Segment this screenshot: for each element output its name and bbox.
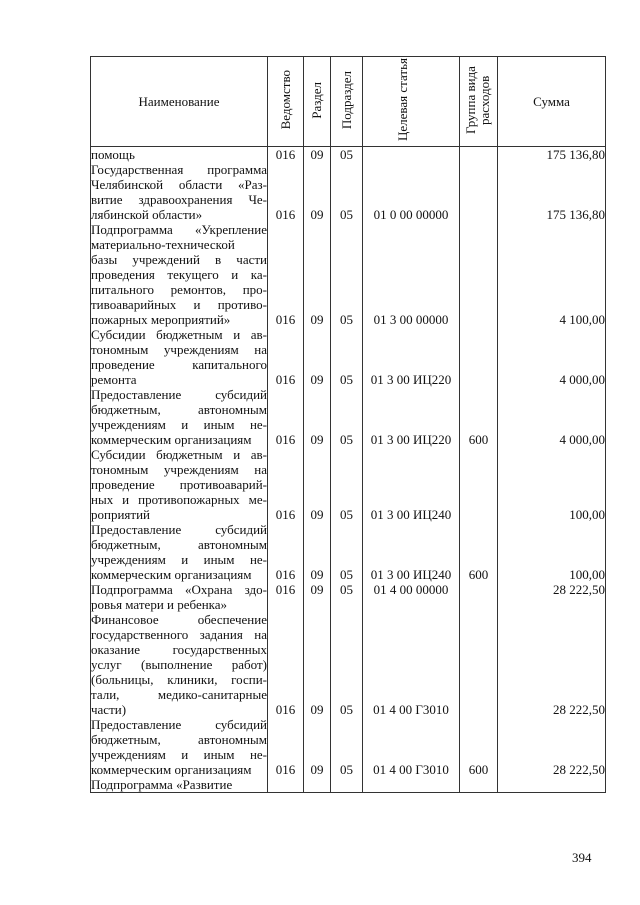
cell-celevaya-statya: 01 0 00 00000 — [363, 162, 460, 222]
row-name-line: коммерческим организациям — [91, 432, 252, 447]
cell-podrazdel: 05 — [331, 162, 363, 222]
table-row — [91, 447, 606, 522]
cell-celevaya-statya — [363, 777, 460, 793]
table-row — [91, 327, 606, 387]
row-name-line: (больницы, клиники, госпи- — [91, 672, 267, 687]
cell-razdel: 09 — [304, 612, 331, 717]
row-name-line: коммерческим организациям — [91, 567, 252, 582]
cell-gruppa-vida-rashodov — [460, 327, 498, 387]
row-name-line: ремонта — [91, 372, 137, 387]
cell-summa: 28 222,50 — [498, 612, 606, 717]
row-name — [91, 387, 268, 447]
row-name-line: лябинской области» — [91, 207, 203, 222]
row-name — [91, 447, 268, 522]
cell-razdel — [304, 777, 331, 793]
cell-celevaya-statya: 01 3 00 00000 — [363, 222, 460, 327]
row-name — [91, 522, 268, 582]
header-row — [91, 57, 606, 147]
cell-razdel: 09 — [304, 162, 331, 222]
cell-gruppa-vida-rashodov — [460, 162, 498, 222]
cell-gruppa-vida-rashodov: 600 — [460, 522, 498, 582]
row-name-line: роприятий — [91, 507, 150, 522]
table-row — [91, 612, 606, 717]
cell-razdel: 09 — [304, 327, 331, 387]
cell-vedomstvo: 016 — [268, 327, 304, 387]
header-gruppa-vida-rashodov: Группа вида расходов — [460, 57, 498, 147]
cell-razdel: 09 — [304, 717, 331, 777]
row-name-line: тономным учреждениям на — [91, 462, 267, 477]
row-name-line: части) — [91, 702, 127, 717]
row-name — [91, 582, 268, 612]
row-name — [91, 777, 268, 793]
cell-gruppa-vida-rashodov — [460, 147, 498, 163]
row-name-line: государственного задания на — [91, 627, 267, 642]
cell-vedomstvo: 016 — [268, 582, 304, 612]
row-name-line: бюджетным, автономным — [91, 537, 267, 552]
cell-razdel: 09 — [304, 222, 331, 327]
table-row — [91, 522, 606, 582]
row-name-line: бюджетным, автономным — [91, 732, 267, 747]
cell-celevaya-statya: 01 3 00 ИЦ220 — [363, 327, 460, 387]
cell-summa: 28 222,50 — [498, 582, 606, 612]
table-row — [91, 717, 606, 777]
cell-gruppa-vida-rashodov: 600 — [460, 387, 498, 447]
row-name — [91, 222, 268, 327]
row-name-line: Подпрограмма «Охрана здо- — [91, 582, 267, 597]
cell-razdel: 09 — [304, 387, 331, 447]
row-name — [91, 327, 268, 387]
row-name — [91, 162, 268, 222]
row-name-line: Предоставление субсидий — [91, 522, 267, 537]
row-name-line: коммерческим организациям — [91, 762, 252, 777]
header-name: Наименование — [91, 57, 268, 147]
cell-summa: 175 136,80 — [498, 147, 606, 163]
cell-vedomstvo: 016 — [268, 162, 304, 222]
row-name-line: проведение капитального — [91, 357, 267, 372]
row-name-line: питального ремонтов, про- — [91, 282, 267, 297]
cell-celevaya-statya: 01 4 00 00000 — [363, 582, 460, 612]
table-row — [91, 222, 606, 327]
header-vedomstvo: Ведомство — [268, 57, 304, 147]
cell-gruppa-vida-rashodov — [460, 222, 498, 327]
row-name-line: базы учреждений в части — [91, 252, 267, 267]
cell-summa: 100,00 — [498, 447, 606, 522]
row-name — [91, 612, 268, 717]
cell-celevaya-statya: 01 3 00 ИЦ240 — [363, 522, 460, 582]
cell-razdel: 09 — [304, 447, 331, 522]
row-name-line: Предоставление субсидий — [91, 387, 267, 402]
cell-gruppa-vida-rashodov — [460, 612, 498, 717]
cell-summa: 4 000,00 — [498, 387, 606, 447]
cell-vedomstvo: 016 — [268, 717, 304, 777]
cell-podrazdel: 05 — [331, 612, 363, 717]
cell-podrazdel: 05 — [331, 447, 363, 522]
cell-summa: 175 136,80 — [498, 162, 606, 222]
row-name-line: бюджетным, автономным — [91, 402, 267, 417]
cell-summa: 4 100,00 — [498, 222, 606, 327]
cell-gruppa-vida-rashodov: 600 — [460, 717, 498, 777]
row-name-line: учреждениям и иным не- — [91, 747, 267, 762]
cell-podrazdel: 05 — [331, 522, 363, 582]
table-row — [91, 162, 606, 222]
row-name-line: Субсидии бюджетным и ав- — [91, 447, 267, 462]
cell-gruppa-vida-rashodov — [460, 777, 498, 793]
cell-podrazdel: 05 — [331, 222, 363, 327]
row-name-line: Челябинской области «Раз- — [91, 177, 267, 192]
cell-celevaya-statya: 01 3 00 ИЦ240 — [363, 447, 460, 522]
row-name — [91, 717, 268, 777]
cell-summa — [498, 777, 606, 793]
header-summa: Сумма — [498, 57, 606, 147]
table-row — [91, 387, 606, 447]
row-name-line: услуг (выполнение работ) — [91, 657, 267, 672]
cell-podrazdel: 05 — [331, 387, 363, 447]
page-number: 394 — [572, 850, 592, 865]
cell-celevaya-statya: 01 4 00 Г3010 — [363, 717, 460, 777]
cell-summa: 28 222,50 — [498, 717, 606, 777]
row-name-line: тономным учреждениям на — [91, 342, 267, 357]
cell-podrazdel — [331, 777, 363, 793]
cell-celevaya-statya: 01 3 00 ИЦ220 — [363, 387, 460, 447]
cell-vedomstvo: 016 — [268, 522, 304, 582]
cell-vedomstvo: 016 — [268, 222, 304, 327]
row-name — [91, 147, 268, 163]
cell-podrazdel: 05 — [331, 717, 363, 777]
row-name-line: витие здравоохранения Че- — [91, 192, 267, 207]
table-row — [91, 147, 606, 163]
row-name-line: проведения текущего и ка- — [91, 267, 267, 282]
cell-razdel: 09 — [304, 582, 331, 612]
cell-podrazdel: 05 — [331, 327, 363, 387]
row-name-line: оказание государственных — [91, 642, 267, 657]
row-name-line: Финансовое обеспечение — [91, 612, 267, 627]
budget-table — [90, 56, 606, 793]
cell-vedomstvo: 016 — [268, 612, 304, 717]
table-row — [91, 582, 606, 612]
table-row — [91, 777, 606, 793]
cell-vedomstvo: 016 — [268, 147, 304, 163]
row-name-line: Подпрограмма «Развитие — [91, 777, 233, 792]
row-name-line: материально-технической — [91, 237, 235, 252]
row-name-line: Государственная программа — [91, 162, 267, 177]
row-name-line: Подпрограмма «Укрепление — [91, 222, 267, 237]
cell-vedomstvo — [268, 777, 304, 793]
row-name-line: ных и противопожарных ме- — [91, 492, 267, 507]
cell-summa: 4 000,00 — [498, 327, 606, 387]
cell-vedomstvo: 016 — [268, 387, 304, 447]
row-name-line: учреждениям и иным не- — [91, 417, 267, 432]
cell-razdel: 09 — [304, 522, 331, 582]
row-name-line: тивоаварийных и противо- — [91, 297, 267, 312]
row-name-line: проведение противоаварий- — [91, 477, 267, 492]
header-podrazdel: Подраздел — [331, 57, 363, 147]
row-name-line: тали, медико-санитарные — [91, 687, 267, 702]
header-razdel: Раздел — [304, 57, 331, 147]
cell-gruppa-vida-rashodov — [460, 447, 498, 522]
row-name-line: пожарных мероприятий» — [91, 312, 231, 327]
row-name-line: помощь — [91, 147, 135, 162]
cell-vedomstvo: 016 — [268, 447, 304, 522]
cell-podrazdel: 05 — [331, 147, 363, 163]
cell-celevaya-statya — [363, 147, 460, 163]
cell-celevaya-statya: 01 4 00 Г3010 — [363, 612, 460, 717]
cell-podrazdel: 05 — [331, 582, 363, 612]
row-name-line: ровья матери и ребенка» — [91, 597, 228, 612]
header-celevaya-statya: Целевая статья — [363, 57, 460, 147]
cell-gruppa-vida-rashodov — [460, 582, 498, 612]
row-name-line: учреждениям и иным не- — [91, 552, 267, 567]
row-name-line: Субсидии бюджетным и ав- — [91, 327, 267, 342]
row-name-line: Предоставление субсидий — [91, 717, 267, 732]
cell-summa: 100,00 — [498, 522, 606, 582]
cell-razdel: 09 — [304, 147, 331, 163]
